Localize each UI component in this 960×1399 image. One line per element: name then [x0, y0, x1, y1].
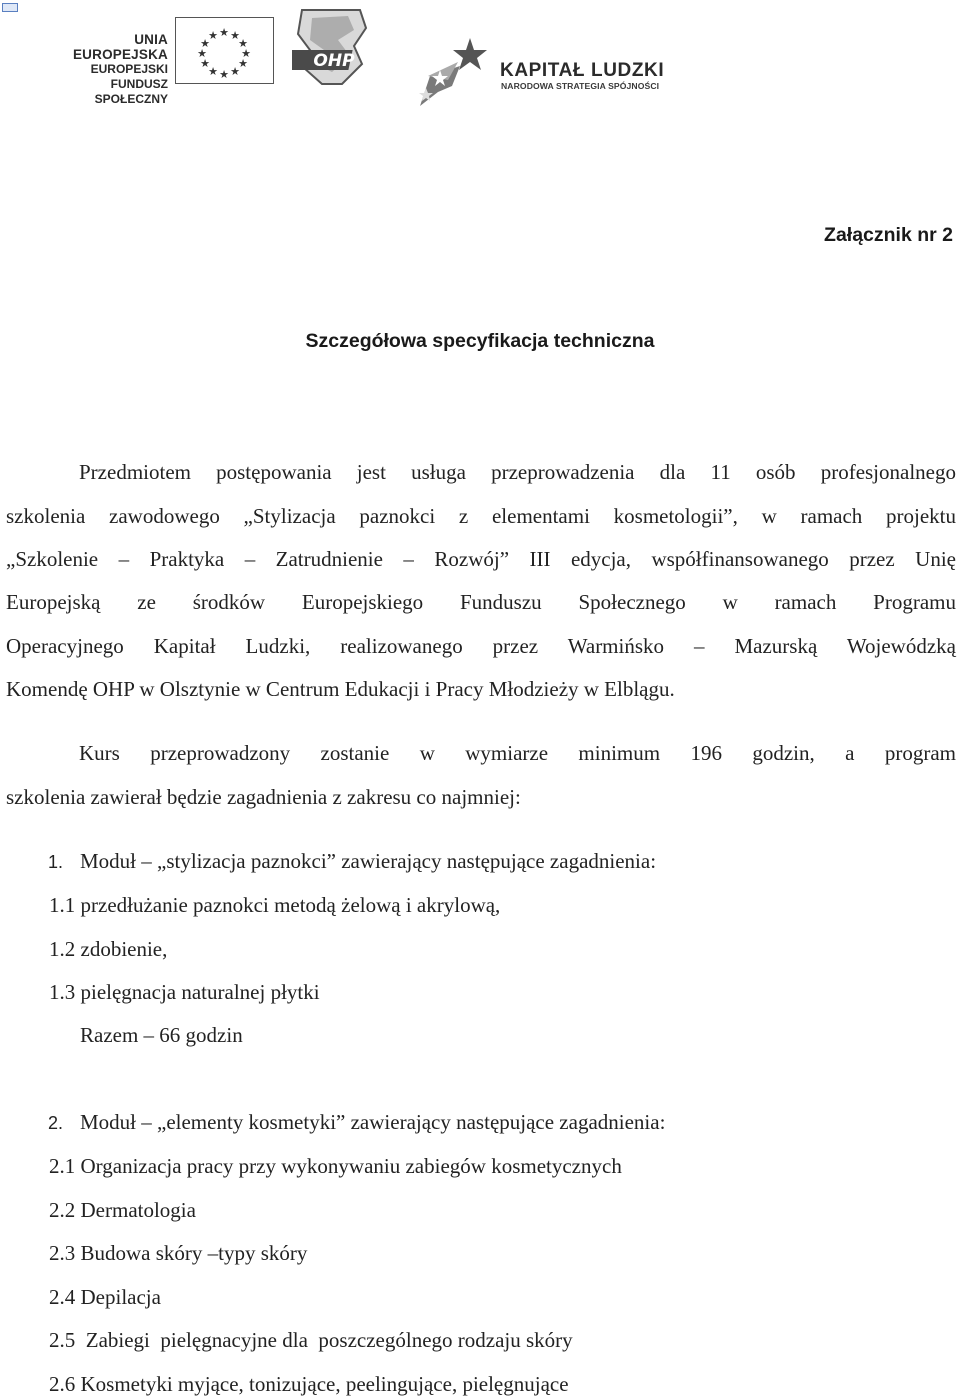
course-line-1: Kurs przeprowadzony zostanie w wymiarze minimum 196 godzin, a program: [79, 741, 956, 765]
corner-image-placeholder-icon: [2, 3, 18, 12]
intro-line-1: Przedmiotem postępowania jest usługa przeprowadzenia dla 11 osób profesjonalnego: [79, 460, 956, 484]
module-1-item: 1.3 pielęgnacja naturalnej płytki: [49, 980, 320, 1004]
svg-text:★: ★: [197, 47, 207, 60]
kapital-ludzki-star-logo-icon: [418, 36, 508, 108]
svg-text:★: ★: [238, 57, 248, 70]
module-1-number: 1.: [48, 852, 64, 872]
intro-line-5: Operacyjnego Kapitał Ludzki, realizowanego przez Warmińsko – Mazurską Wojewódzką: [6, 634, 956, 658]
svg-text:★: ★: [230, 65, 240, 78]
svg-text:★: ★: [230, 29, 240, 42]
svg-text:★: ★: [208, 29, 218, 42]
intro-line-3: „Szkolenie – Praktyka – Zatrudnienie – Rozwój” III edycja, współfinansowanego przez Unię: [6, 547, 956, 571]
intro-line-6: Komendę OHP w Olsztynie w Centrum Edukacji i Pracy Młodzieży w Elblągu.: [6, 677, 675, 701]
course-line-2: szkolenia zawierał będzie zagadnienia z zakresu co najmniej:: [6, 785, 521, 809]
intro-line-4: Europejską ze środków Europejskiego Funduszu Społecznego w ramach Programu: [6, 590, 956, 614]
ohp-logo-text: OHP: [313, 51, 355, 71]
module-2-item: 2.4 Depilacja: [49, 1285, 161, 1309]
eu-line-2: EUROPEJSKI: [90, 62, 168, 76]
document-title: Szczegółowa specyfikacja techniczna: [305, 330, 655, 352]
eu-line-1: UNIA EUROPEJSKA: [72, 32, 168, 62]
svg-text:★: ★: [241, 47, 251, 60]
svg-text:★: ★: [219, 26, 229, 39]
svg-text:★: ★: [200, 37, 210, 50]
module-1-item: 1.1 przedłużanie paznokci metodą żelową i akrylową,: [49, 893, 501, 917]
ohp-logo-icon: [292, 6, 370, 88]
svg-text:★: ★: [208, 65, 218, 78]
module-2-item: 2.6 Kosmetyki myjące, tonizujące, peelingujące, pielęgnujące: [49, 1372, 569, 1396]
module-2-item: 2.5 Zabiegi pielęgnacyjne dla poszczególnego rodzaju skóry: [49, 1328, 573, 1352]
kapital-ludzki-subtitle: NARODOWA STRATEGIA SPÓJNOŚCI: [501, 81, 660, 91]
svg-text:★: ★: [219, 68, 229, 81]
intro-line-2: szkolenia zawodowego „Stylizacja paznokci z elementami kosmetologii”, w ramach projektu: [6, 504, 956, 528]
eu-logo-text: [40, 32, 168, 107]
module-1-heading: Moduł – „stylizacja paznokci” zawierający następujące zagadnienia:: [80, 849, 657, 873]
module-2-number: 2.: [48, 1113, 64, 1133]
svg-text:★: ★: [238, 37, 248, 50]
annex-label: Załącznik nr 2: [824, 224, 953, 246]
module-2-item: 2.3 Budowa skóry –typy skóry: [49, 1241, 308, 1265]
module-1-total: Razem – 66 godzin: [80, 1023, 243, 1047]
kapital-ludzki-title: KAPITAŁ LUDZKI: [500, 60, 665, 81]
module-2-heading: Moduł – „elementy kosmetyki” zawierający następujące zagadnienia:: [80, 1110, 666, 1134]
svg-text:★: ★: [200, 57, 210, 70]
eu-flag-icon: [175, 17, 274, 84]
eu-line-3: FUNDUSZ SPOŁECZNY: [94, 77, 168, 106]
module-2-item: 2.1 Organizacja pracy przy wykonywaniu zabiegów kosmetycznych: [49, 1154, 622, 1178]
module-2-item: 2.2 Dermatologia: [49, 1198, 196, 1222]
module-1-item: 1.2 zdobienie,: [49, 937, 168, 961]
